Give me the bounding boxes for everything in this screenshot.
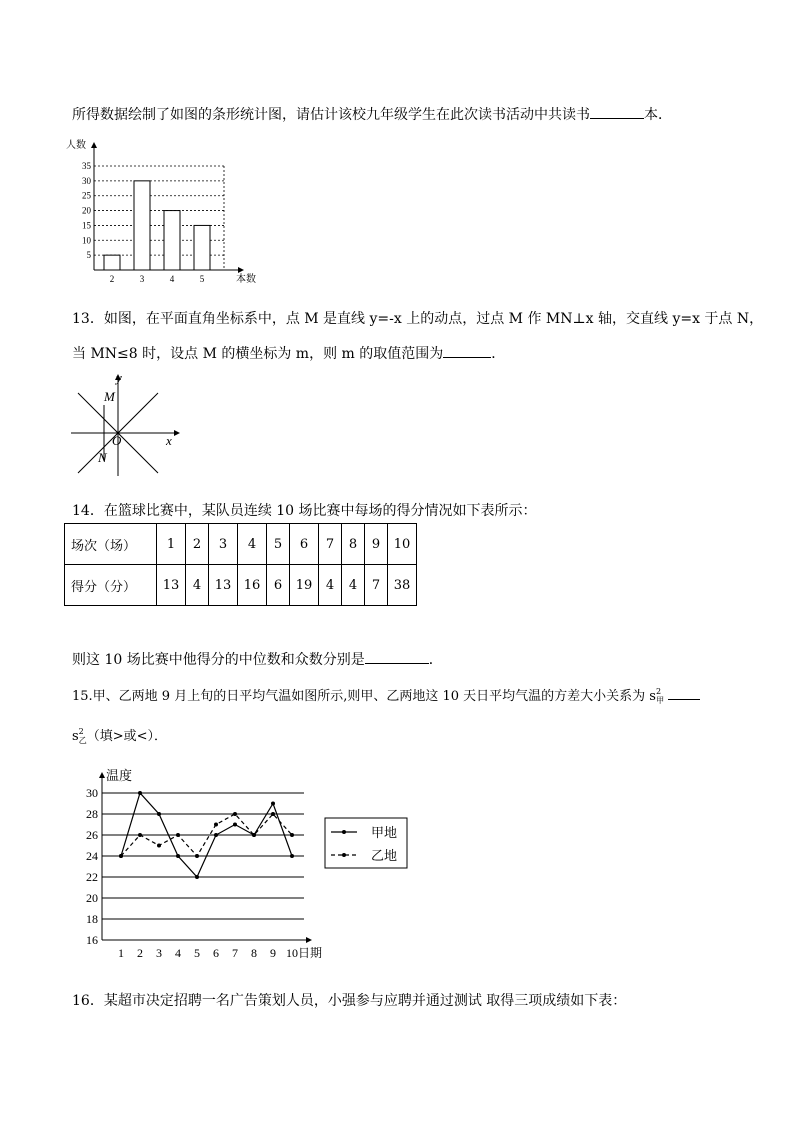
x-tick-label: 7	[232, 946, 238, 960]
y-tick-label: 10	[82, 235, 91, 246]
q14-question: 则这 10 场比赛中他得分的中位数和众数分别是	[72, 652, 365, 668]
table-cell: 8	[342, 524, 365, 565]
y-axis-label: 人数	[66, 140, 86, 151]
data-point	[233, 823, 237, 827]
q15-line2-suffix: （填>或<）．	[86, 729, 168, 744]
data-point	[233, 812, 237, 816]
y-tick-label: 30	[86, 786, 98, 800]
x-axis-arrow	[174, 430, 180, 436]
y-tick-label: 26	[86, 828, 98, 842]
data-point	[119, 854, 123, 858]
q15-line1	[72, 685, 700, 704]
legend-label: 甲地	[371, 825, 398, 840]
data-point	[176, 833, 180, 837]
q14-suffix: ．	[428, 652, 443, 668]
y-tick-label: 15	[82, 220, 91, 231]
x-tick-label: 2	[109, 274, 115, 284]
q15-sup2: 2	[78, 727, 84, 736]
table-cell: 2	[186, 524, 209, 565]
x-tick-label: 2	[137, 946, 143, 960]
q13-line2	[72, 343, 505, 363]
y-tick-label: 28	[86, 807, 98, 821]
q12-text: 所得数据绘制了如图的条形统计图，请估计该校九年级学生在此次读书活动中共读书	[72, 107, 590, 123]
data-point	[290, 854, 294, 858]
y-tick-label: 24	[86, 849, 98, 863]
data-point	[195, 875, 199, 879]
q14-answer-blank[interactable]	[365, 663, 429, 664]
bar	[104, 255, 120, 270]
data-point	[214, 823, 218, 827]
x-tick-label: 3	[139, 274, 145, 284]
data-point	[157, 844, 161, 848]
data-point	[271, 802, 275, 806]
table-cell: 4	[319, 565, 342, 606]
q15-sup1: 2	[655, 687, 662, 696]
bar	[164, 211, 180, 270]
q13-line1: 13．如图，在平面直角坐标系中，点 M 是直线 y=-x 上的动点，过点 M 作 MN⊥x 轴，交直线 y=x 于点 N，	[72, 311, 764, 327]
y-tick-label: 16	[86, 933, 98, 947]
y-axis-label: 温度	[106, 768, 133, 783]
table-row	[65, 524, 417, 565]
y-axis-arrow	[91, 142, 97, 148]
x-tick-label: 4	[169, 274, 175, 284]
q12-suffix: 本．	[644, 107, 672, 123]
q14-intro: 14．在篮球比赛中，某队员连续 10 场比赛中每场的得分情况如下表所示：	[72, 503, 537, 519]
x-tick-label: 5	[199, 274, 205, 284]
table-cell: 38	[388, 565, 417, 606]
q12-answer-blank[interactable]	[590, 118, 644, 119]
score-table	[64, 523, 417, 606]
bar	[134, 181, 150, 270]
row2-header: 得分（分）	[65, 565, 157, 606]
q15-sub2: 乙	[78, 736, 87, 745]
data-point	[271, 812, 275, 816]
table-row	[65, 565, 417, 606]
q12-line	[72, 104, 672, 124]
q16-text: 16．某超市决定招聘一名广告策划人员，小强参与应聘并通过测试 取得三项成绩如下表：	[72, 993, 627, 1009]
x-label: x	[166, 433, 172, 448]
table-cell: 6	[290, 524, 319, 565]
y-tick-label: 35	[82, 161, 91, 171]
legend-label: 乙地	[371, 848, 398, 863]
x-tick-label: 1	[118, 946, 124, 960]
data-point	[138, 791, 142, 795]
y-tick-label: 20	[82, 205, 91, 216]
x-tick-label: 4	[175, 946, 181, 960]
row1-header: 场次（场）	[65, 524, 157, 565]
bar-chart	[66, 136, 256, 290]
point-m-label: M	[104, 389, 115, 404]
table-cell: 13	[209, 565, 238, 606]
legend-marker	[342, 853, 346, 857]
q13-text: 当 MN≤8 时，设点 M 的横坐标为 m，则 m 的取值范围为	[72, 346, 444, 362]
y-axis-arrow	[99, 772, 105, 778]
y-tick-label: 30	[82, 175, 91, 186]
table-cell: 16	[238, 565, 267, 606]
data-point	[157, 812, 161, 816]
data-point	[214, 833, 218, 837]
table-cell: 13	[157, 565, 186, 606]
table-cell: 19	[290, 565, 319, 606]
table-cell: 10	[388, 524, 417, 565]
x-tick-label: 6	[213, 946, 219, 960]
q13-answer-blank[interactable]	[443, 357, 491, 358]
q15-line2	[72, 725, 167, 744]
table-cell: 1	[157, 524, 186, 565]
data-point	[252, 833, 256, 837]
point-n-label: N	[98, 450, 107, 465]
table-cell: 9	[365, 524, 388, 565]
legend-marker	[342, 830, 346, 834]
q15-s2: s	[72, 729, 79, 744]
temperature-chart	[72, 762, 422, 968]
origin-label: O	[112, 433, 122, 448]
table-cell: 6	[267, 565, 290, 606]
q15-sub1: 甲	[656, 696, 665, 705]
table-cell: 3	[209, 524, 238, 565]
y-tick-label: 25	[82, 190, 91, 201]
x-axis-arrow	[238, 267, 244, 273]
coordinate-figure	[66, 370, 186, 482]
q14-question-line	[72, 649, 443, 669]
bar	[194, 225, 210, 270]
table-cell: 4	[238, 524, 267, 565]
table-cell: 5	[267, 524, 290, 565]
x-tick-label: 9	[270, 946, 276, 960]
x-axis-label: 本数	[236, 274, 256, 285]
table-cell: 4	[342, 565, 365, 606]
table-cell: 4	[186, 565, 209, 606]
y-label: y	[116, 370, 122, 385]
x-tick-label: 3	[156, 946, 162, 960]
data-point	[195, 854, 199, 858]
data-point	[176, 854, 180, 858]
y-tick-label: 20	[86, 891, 98, 905]
data-point	[290, 833, 294, 837]
y-tick-label: 22	[86, 870, 98, 884]
x-tick-label: 10	[286, 946, 298, 960]
q15-answer-blank[interactable]	[668, 699, 700, 700]
table-cell: 7	[365, 565, 388, 606]
y-tick-label: 5	[86, 250, 91, 261]
x-tick-label: 8	[251, 946, 257, 960]
q13-suffix: ．	[491, 346, 506, 362]
x-axis-arrow	[306, 937, 312, 943]
q15-text: 15.甲、乙两地 9 月上旬的日平均气温如图所示,则甲、乙两地这 10 天日平均气温的方差大小关系为 s	[72, 689, 656, 704]
y-tick-label: 18	[86, 912, 98, 926]
x-axis-label: 日期	[298, 946, 323, 960]
x-tick-label: 5	[194, 946, 200, 960]
data-point	[138, 833, 142, 837]
table-cell: 7	[319, 524, 342, 565]
